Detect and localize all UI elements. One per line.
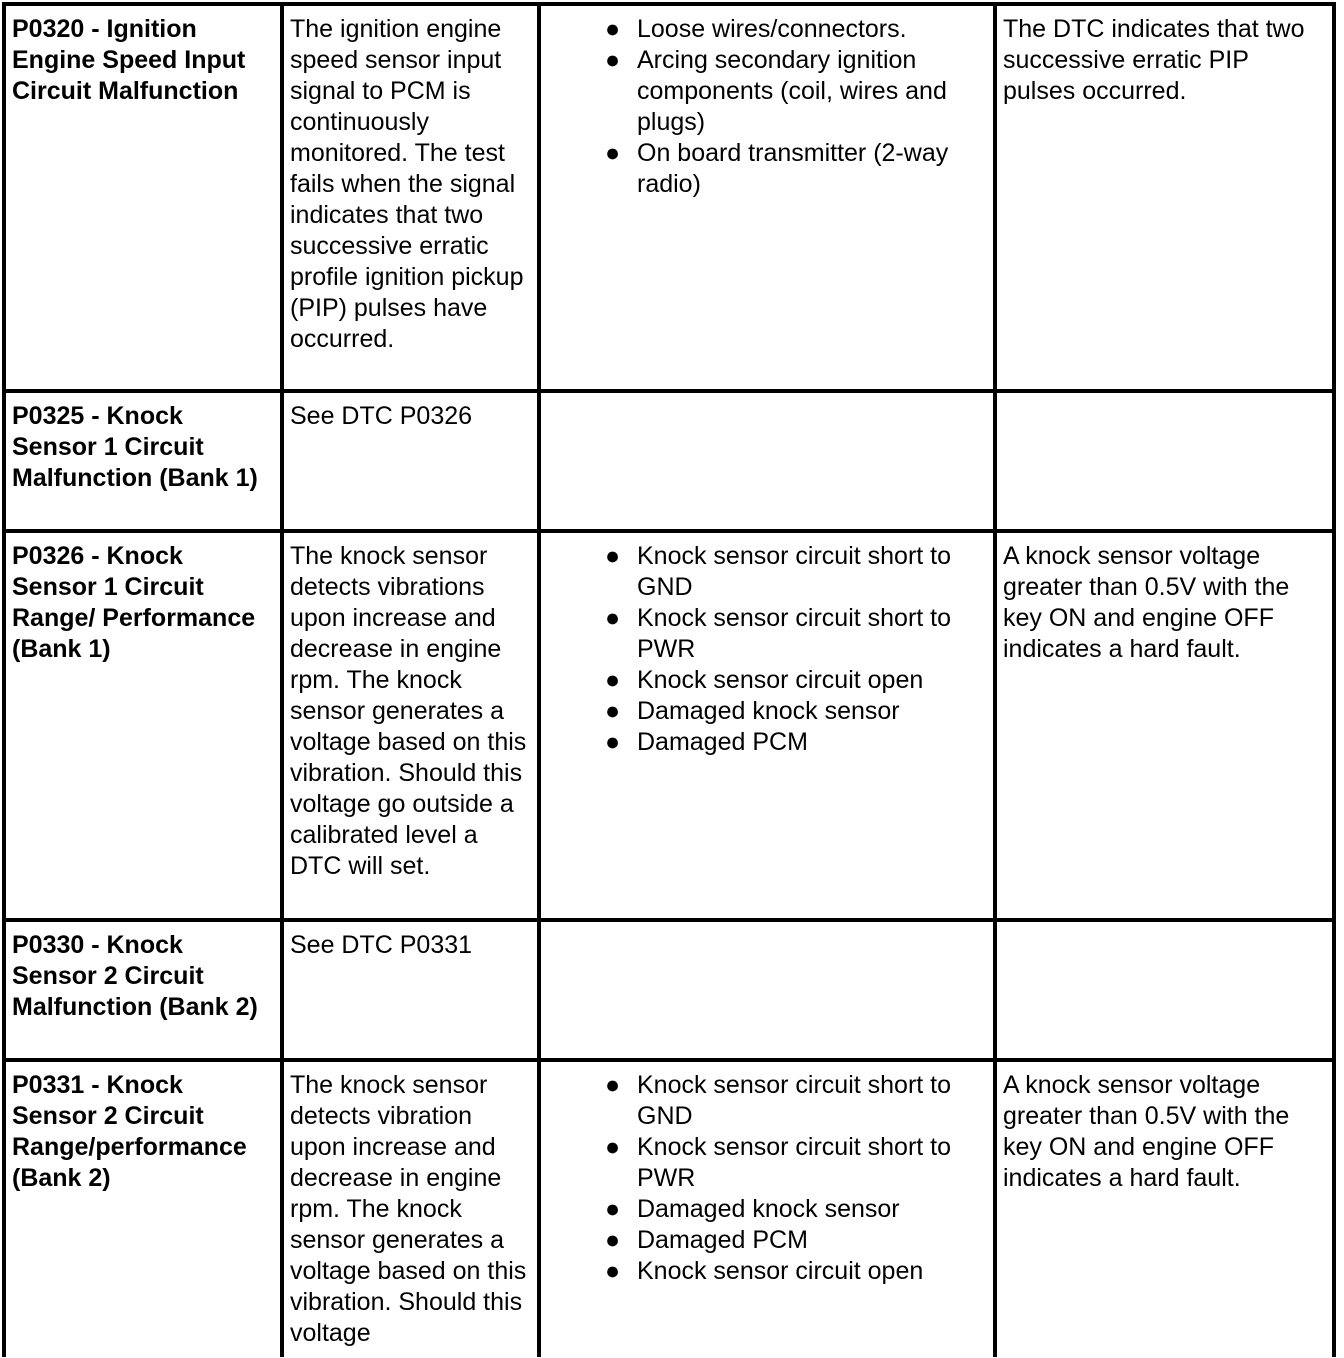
bullet-icon: ● — [605, 728, 621, 756]
notes-cell: A knock sensor voltage greater than 0.5V with the key ON and engine OFF indicates a hard fault. — [995, 531, 1334, 920]
causes-list — [547, 14, 987, 200]
causes-list — [547, 1070, 987, 1287]
list-item: ● Knock sensor circuit short to PWR — [605, 604, 952, 663]
description-cell: The ignition engine speed sensor input signal to PCM is continuously monitored. The test fails when the signal indicates that two successive erratic profile ignition pickup (PIP) pulses have occurred. — [282, 4, 539, 391]
possible-causes-cell — [539, 920, 995, 1060]
bullet-icon: ● — [605, 697, 621, 725]
bullet-icon: ● — [605, 139, 621, 167]
notes-cell: A knock sensor voltage greater than 0.5V with the key ON and engine OFF indicates a hard fault. — [995, 1060, 1334, 1357]
dtc-code-cell: P0325 - Knock Sensor 1 Circuit Malfunction (Bank 1) — [4, 391, 282, 531]
dtc-code-cell: P0320 - Ignition Engine Speed Input Circuit Malfunction — [4, 4, 282, 391]
dtc-code-cell: P0330 - Knock Sensor 2 Circuit Malfunction (Bank 2) — [4, 920, 282, 1060]
list-item: ● Knock sensor circuit open — [605, 666, 924, 694]
table-row — [4, 531, 1334, 920]
possible-causes-cell — [539, 391, 995, 531]
causes-list — [547, 541, 987, 758]
list-item: ● Damaged PCM — [605, 1226, 808, 1254]
possible-causes-cell — [539, 531, 995, 920]
table-row — [4, 391, 1334, 531]
notes-cell: The DTC indicates that two successive erratic PIP pulses occurred. — [995, 4, 1334, 391]
notes-cell — [995, 920, 1334, 1060]
bullet-icon: ● — [605, 1133, 621, 1161]
table-row — [4, 920, 1334, 1060]
dtc-code-cell: P0331 - Knock Sensor 2 Circuit Range/performance (Bank 2) — [4, 1060, 282, 1357]
description-cell: See DTC P0326 — [282, 391, 539, 531]
list-item: ● Knock sensor circuit short to GND — [605, 1071, 952, 1130]
list-item: ● Knock sensor circuit short to PWR — [605, 1133, 952, 1192]
description-cell: The knock sensor detects vibration upon increase and decrease in engine rpm. The knock sensor generates a voltage based on this vibration. Should this voltage — [282, 1060, 539, 1357]
description-cell: The knock sensor detects vibrations upon increase and decrease in engine rpm. The knock sensor generates a voltage based on this vibration. Should this voltage go outside a calibrated level a DTC will set. — [282, 531, 539, 920]
bullet-icon: ● — [605, 542, 621, 570]
bullet-icon: ● — [605, 1195, 621, 1223]
bullet-icon: ● — [605, 1257, 621, 1285]
bullet-icon: ● — [605, 666, 621, 694]
list-item: ● Damaged PCM — [605, 728, 808, 756]
bullet-icon: ● — [605, 15, 621, 43]
list-item: ● Knock sensor circuit open — [605, 1257, 924, 1285]
dtc-table — [2, 2, 1336, 1357]
description-cell: See DTC P0331 — [282, 920, 539, 1060]
list-item: ● Arcing secondary ignition components (coil, wires and plugs) — [605, 46, 947, 136]
table-row — [4, 1060, 1334, 1357]
possible-causes-cell — [539, 4, 995, 391]
list-item: ● Knock sensor circuit short to GND — [605, 542, 952, 601]
bullet-icon: ● — [605, 604, 621, 632]
table-row — [4, 4, 1334, 391]
notes-cell — [995, 391, 1334, 531]
bullet-icon: ● — [605, 1071, 621, 1099]
possible-causes-cell — [539, 1060, 995, 1357]
list-item: ● Damaged knock sensor — [605, 697, 900, 725]
bullet-icon: ● — [605, 46, 621, 74]
bullet-icon: ● — [605, 1226, 621, 1254]
list-item: ● Loose wires/connectors. — [605, 15, 907, 43]
dtc-code-cell: P0326 - Knock Sensor 1 Circuit Range/ Performance (Bank 1) — [4, 531, 282, 920]
list-item: ● Damaged knock sensor — [605, 1195, 900, 1223]
list-item: ● On board transmitter (2-way radio) — [605, 139, 949, 198]
